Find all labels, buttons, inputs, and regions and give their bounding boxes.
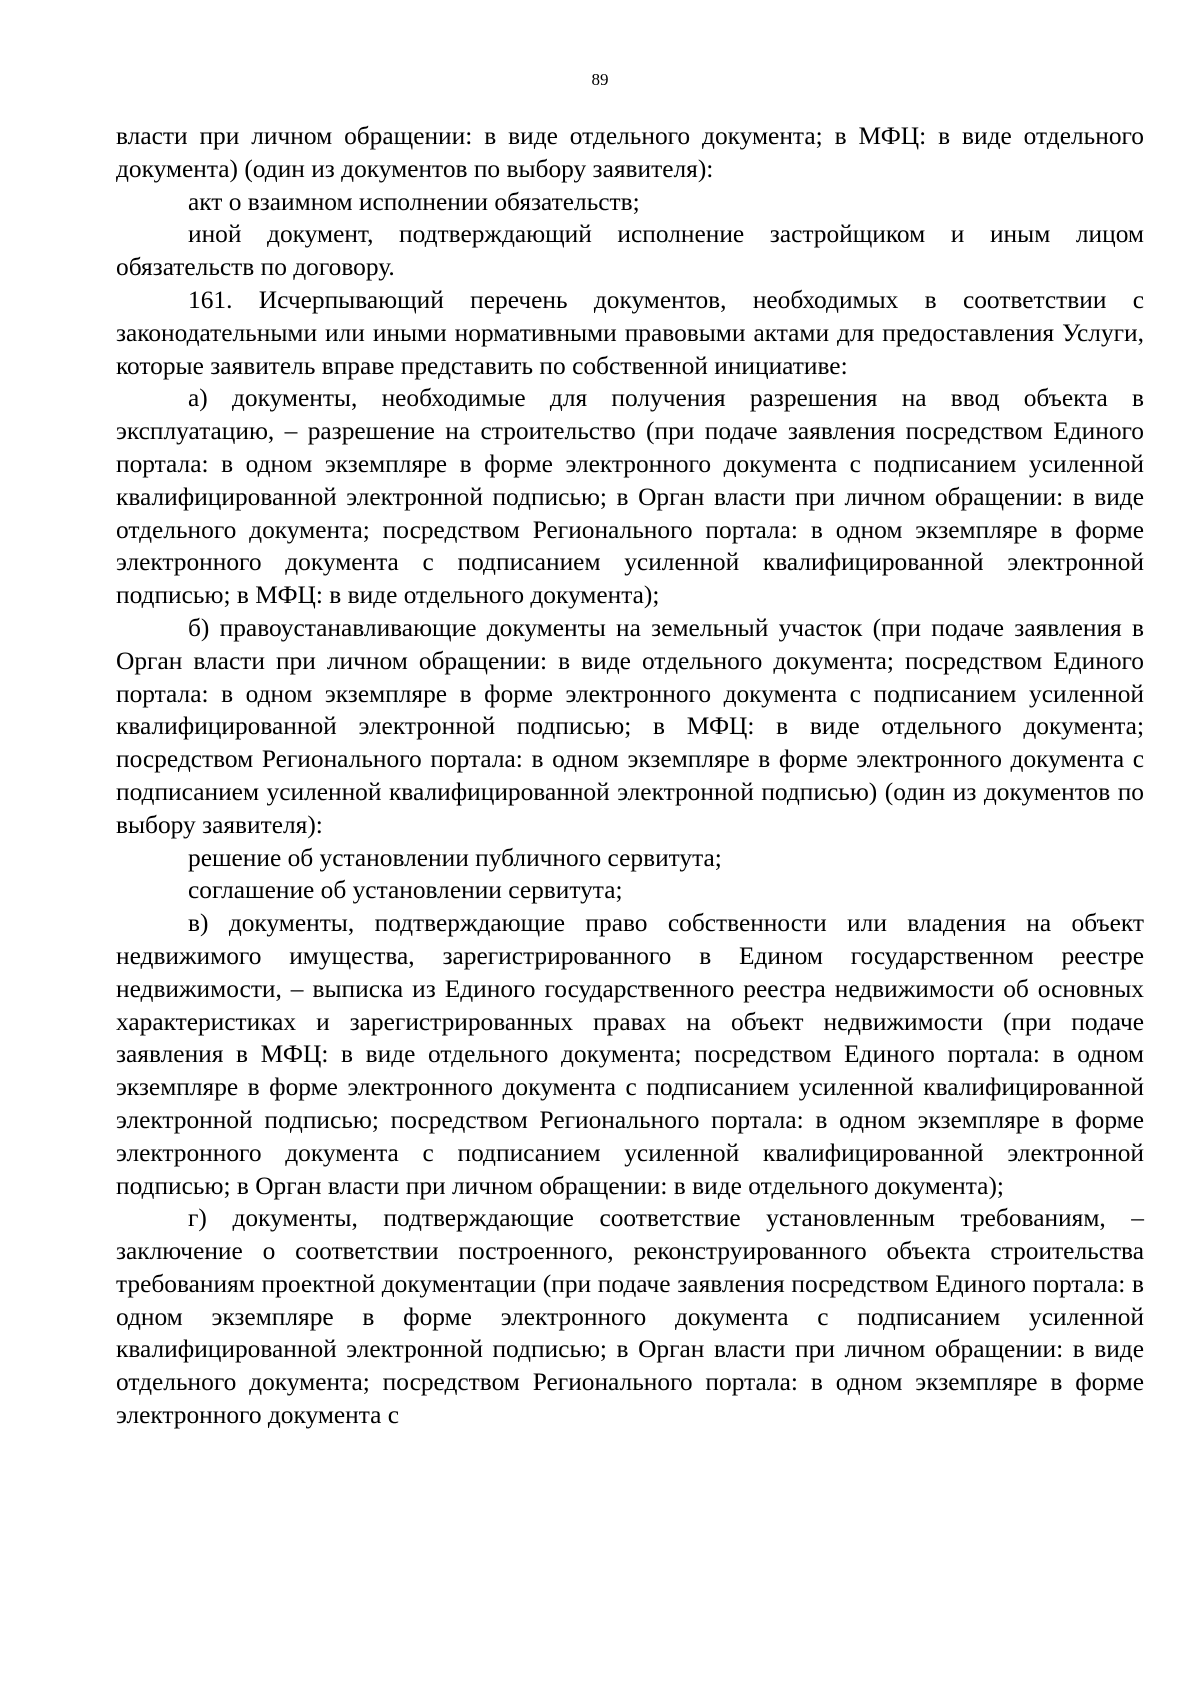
paragraph-item-g: г) документы, подтверждающие соответствие установленным требованиям, – заключение о соответствии построенного, реконструированного объекта строительства требованиям проектной документации (при подаче заявления посредством Единого портала: в одном экземпляре в форме электронного документа с подписанием усиленной квалифицированной электронной подписью; в Орган власти при личном обращении: в виде отдельного документа; посредством Регионального портала: в одном экземпляре в форме электронного документа с bbox=[116, 1204, 1144, 1430]
page-number: 89 bbox=[591, 70, 609, 89]
paragraph-item-v: в) документы, подтверждающие право собственности или владения на объект недвижимого имущества, зарегистрированного в Едином государственном реестре недвижимости, – выписка из Единого государственного реестра недвижимости об основных характеристиках и зарегистрированных правах на объект недвижимости (при подаче заявления в МФЦ: в виде отдельного документа; посредством Единого портала: в одном экземпляре в форме электронного документа с подписанием усиленной квалифицированной электронной подписью; посредством Регионального портала: в одном экземпляре в форме электронного документа с подписанием усиленной квалифицированной электронной подписью; в Орган власти при личном обращении: в виде отдельного документа); bbox=[116, 909, 1144, 1200]
paragraph-item-b: б) правоустанавливающие документы на земельный участок (при подаче заявления в Орган власти при личном обращении: в виде отдельного документа; посредством Единого портала: в одном экземпляре в форме электронного документа с подписанием усиленной квалифицированной электронной подписью; в МФЦ: в виде отдельного документа; посредством Регионального портала: в одном экземпляре в форме электронного документа с подписанием усиленной квалифицированной электронной подписью) (один из документов по выбору заявителя): bbox=[116, 613, 1144, 839]
paragraph-list-item: решение об установлении публичного сервитута; bbox=[188, 843, 722, 872]
paragraph-list-item: иной документ, подтверждающий исполнение застройщиком и иным лицом обязательств по договору. bbox=[116, 220, 1144, 282]
paragraph-item-a: а) документы, необходимые для получения разрешения на ввод объекта в эксплуатацию, – разрешение на строительство (при подаче заявления посредством Единого портала: в одном экземпляре в форме электронного документа с подписанием усиленной квалифицированной электронной подписью; в Орган власти при личном обращении: в виде отдельного документа; посредством Регионального портала: в одном экземпляре в форме электронного документа с подписанием усиленной квалифицированной электронной подписью; в МФЦ: в виде отдельного документа); bbox=[116, 384, 1144, 610]
paragraph-continuation: власти при личном обращении: в виде отдельного документа; в МФЦ: в виде отдельного документа) (один из документов по выбору заявителя): bbox=[116, 122, 1144, 183]
document-body bbox=[116, 120, 1144, 1432]
paragraph-list-item: акт о взаимном исполнении обязательств; bbox=[188, 187, 640, 216]
paragraph-clause-161: 161. Исчерпывающий перечень документов, необходимых в соответствии с законодательными или иными нормативными правовыми актами для предоставления Услуги, которые заявитель вправе представить по собственной инициативе: bbox=[116, 285, 1144, 380]
paragraph-list-item: соглашение об установлении сервитута; bbox=[188, 876, 623, 905]
